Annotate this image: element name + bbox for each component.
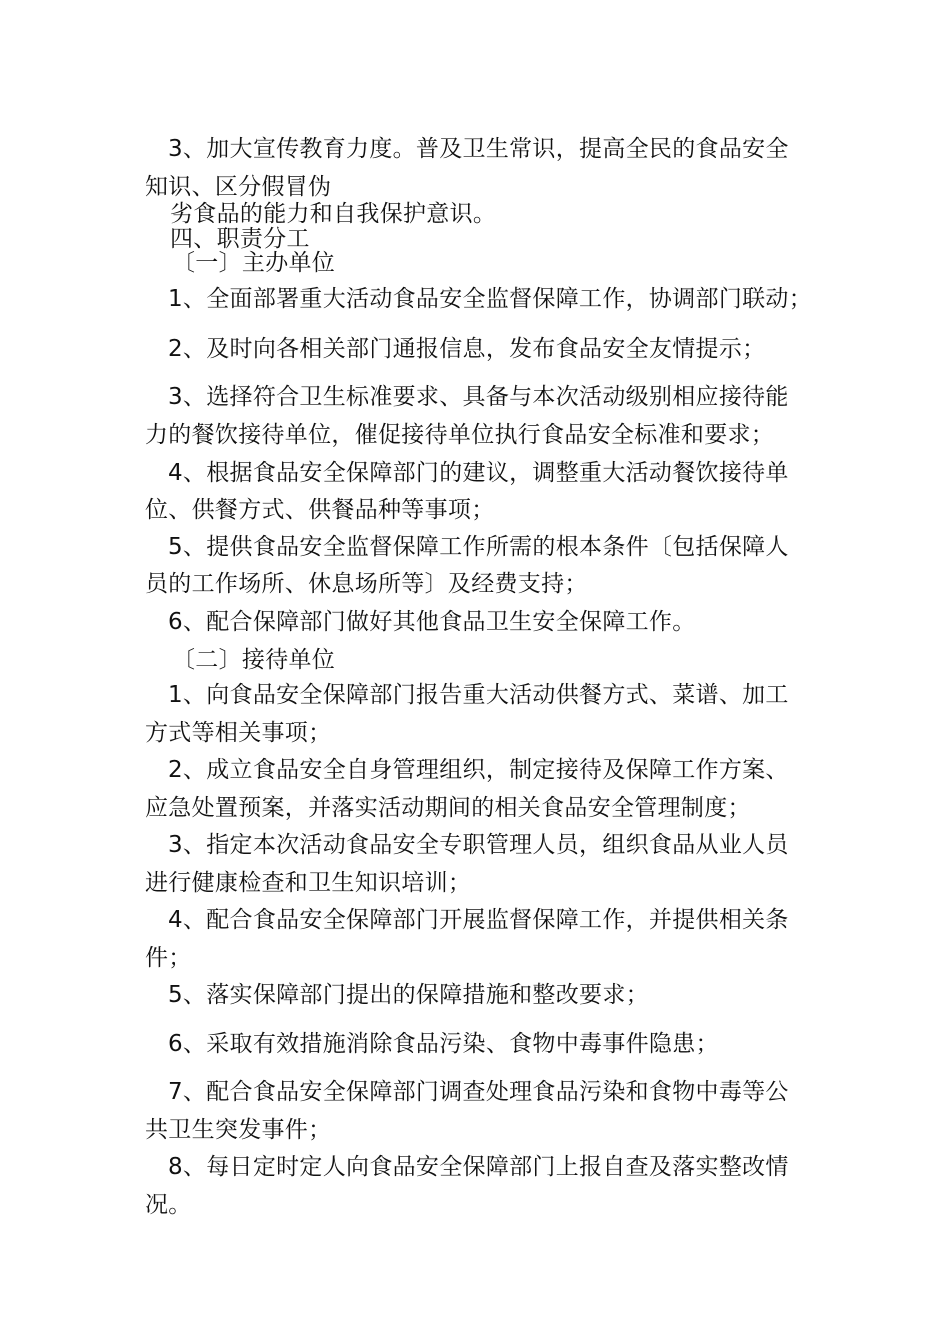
list-item: 3、指定本次活动食品安全专职管理人员，组织食品从业人员 (168, 832, 789, 858)
list-item: 1、全面部署重大活动食品安全监督保障工作，协调部门联动； (168, 286, 813, 312)
list-item: 5、提供食品安全监督保障工作所需的根本条件〔包括保障人 (168, 534, 789, 560)
list-item: 2、及时向各相关部门通报信息，发布食品安全友情提示； (168, 336, 766, 362)
list-item: 7、配合食品安全保障部门调查处理食品污染和食物中毒等公 (168, 1079, 789, 1105)
paragraph-line: 3、加大宣传教育力度。普及卫生常识，提高全民的食品安全 (168, 136, 789, 162)
list-item: 6、采取有效措施消除食品污染、食物中毒事件隐患； (168, 1031, 719, 1057)
list-item-continuation: 应急处置预案，并落实活动期间的相关食品安全管理制度； (145, 795, 751, 821)
list-item: 8、每日定时定人向食品安全保障部门上报自查及落实整改情 (168, 1154, 789, 1180)
subsection-heading: 〔二〕接待单位 (172, 647, 336, 673)
list-item: 4、配合食品安全保障部门开展监督保障工作，并提供相关条 (168, 907, 789, 933)
list-item-continuation: 况。 (145, 1192, 192, 1218)
list-item-continuation: 力的餐饮接待单位，催促接待单位执行食品安全标准和要求； (145, 422, 775, 448)
paragraph-line: 知识、区分假冒伪 (145, 174, 332, 200)
list-item-continuation: 进行健康检查和卫生知识培训； (145, 870, 472, 896)
list-item: 6、配合保障部门做好其他食品卫生安全保障工作。 (168, 609, 696, 635)
list-item-continuation: 位、供餐方式、供餐品种等事项； (145, 497, 495, 523)
list-item: 1、向食品安全保障部门报告重大活动供餐方式、菜谱、加工 (168, 682, 789, 708)
list-item: 2、成立食品安全自身管理组织，制定接待及保障工作方案、 (168, 757, 789, 783)
list-item-continuation: 共卫生突发事件； (145, 1117, 332, 1143)
section-heading: 四、职责分工 (170, 226, 310, 252)
list-item-continuation: 员的工作场所、休息场所等〕及经费支持； (145, 571, 588, 597)
list-item-continuation: 方式等相关事项； (145, 720, 332, 746)
list-item: 4、根据食品安全保障部门的建议，调整重大活动餐饮接待单 (168, 460, 789, 486)
paragraph-line: 劣食品的能力和自我保护意识。 (170, 201, 497, 227)
list-item: 3、选择符合卫生标准要求、具备与本次活动级别相应接待能 (168, 384, 789, 410)
list-item-continuation: 件； (145, 945, 192, 971)
list-item: 5、落实保障部门提出的保障措施和整改要求； (168, 982, 649, 1008)
subsection-heading: 〔一〕主办单位 (172, 250, 336, 276)
